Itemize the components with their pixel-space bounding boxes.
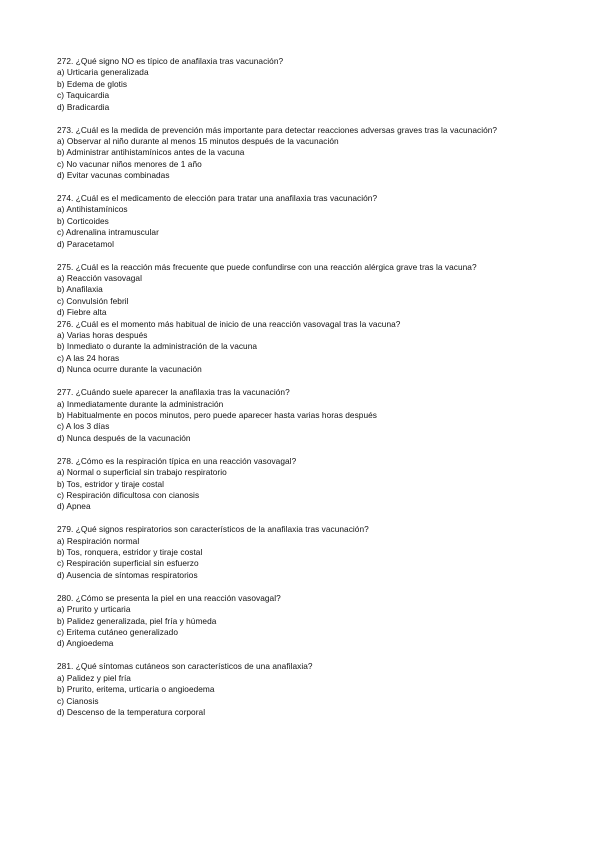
answer-option: d) Apnea	[57, 501, 91, 512]
answer-option: d) Paracetamol	[57, 238, 114, 249]
question-280	[57, 593, 547, 650]
answer-option: d) Evitar vacunas combinadas	[57, 170, 170, 181]
question-276	[57, 319, 547, 376]
answer-option: c) Eritema cutáneo generalizado	[57, 626, 178, 637]
answer-option: c) Respiración superficial sin esfuerzo	[57, 558, 199, 569]
question-text: 275. ¿Cuál es la reacción más frecuente que puede confundirse con una reacción alérgica grave tras la vacuna?	[57, 261, 477, 272]
answer-option: a) Respiración normal	[57, 535, 140, 546]
question-text: 277. ¿Cuándo suele aparecer la anafilaxia tras la vacunación?	[57, 387, 290, 398]
answer-option: b) Corticoides	[57, 215, 109, 226]
answer-option: a) Palidez y piel fría	[57, 672, 131, 683]
answer-option: a) Observar al niño durante al menos 15 minutos después de la vacunación	[57, 135, 339, 146]
question-text: 279. ¿Qué signos respiratorios son característicos de la anafilaxia tras vacunación?	[57, 524, 369, 535]
answer-option: c) Respiración dificultosa con cianosis	[57, 489, 200, 500]
answer-option: d) Fiebre alta	[57, 307, 107, 318]
answer-option: c) Cianosis	[57, 695, 99, 706]
answer-option: b) Inmediato o durante la administración de la vacuna	[57, 341, 258, 352]
answer-option: d) Descenso de la temperatura corporal	[57, 706, 206, 717]
answer-option: b) Palidez generalizada, piel fría y húmeda	[57, 615, 217, 626]
question-273	[57, 125, 547, 182]
question-274	[57, 193, 547, 250]
answer-option: b) Habitualmente en pocos minutos, pero puede aparecer hasta varias horas después	[57, 409, 377, 420]
question-text: 281. ¿Qué síntomas cutáneos son característicos de una anafilaxia?	[57, 661, 313, 672]
document-page	[57, 56, 547, 730]
question-275	[57, 262, 547, 319]
answer-option: d) Ausencia de síntomas respiratorios	[57, 569, 198, 580]
question-text: 273. ¿Cuál es la medida de prevención más importante para detectar reacciones adversas graves tras la vacunación?	[57, 124, 498, 135]
answer-option: a) Urticaria generalizada	[57, 67, 149, 78]
answer-option: b) Anafilaxia	[57, 284, 103, 295]
question-277	[57, 387, 547, 444]
answer-option: b) Edema de glotis	[57, 78, 128, 89]
question-text: 274. ¿Cuál es el medicamento de elección para tratar una anafilaxia tras vacunación?	[57, 193, 378, 204]
answer-option: a) Antihistamínicos	[57, 204, 128, 215]
answer-option: d) Bradicardia	[57, 101, 110, 112]
answer-option: b) Prurito, eritema, urticaria o angioedema	[57, 684, 215, 695]
answer-option: a) Varias horas después	[57, 330, 148, 341]
question-279	[57, 524, 547, 581]
question-text: 280. ¿Cómo se presenta la piel en una reacción vasovagal?	[57, 592, 281, 603]
answer-option: c) No vacunar niños menores de 1 año	[57, 158, 202, 169]
answer-option: a) Normal o superficial sin trabajo respiratorio	[57, 467, 227, 478]
question-278	[57, 456, 547, 513]
question-text: 278. ¿Cómo es la respiración típica en una reacción vasovagal?	[57, 455, 297, 466]
answer-option: c) A los 3 días	[57, 421, 110, 432]
answer-option: d) Nunca después de la vacunación	[57, 432, 191, 443]
answer-option: c) A las 24 horas	[57, 352, 120, 363]
answer-option: b) Administrar antihistamínicos antes de la vacuna	[57, 147, 245, 158]
answer-option: a) Inmediatamente durante la administración	[57, 398, 224, 409]
answer-option: c) Adrenalina intramuscular	[57, 227, 159, 238]
answer-option: d) Angioedema	[57, 638, 114, 649]
question-text: 272. ¿Qué signo NO es típico de anafilaxia tras vacunación?	[57, 56, 284, 66]
answer-option: a) Reacción vasovagal	[57, 273, 142, 283]
answer-option: d) Nunca ocurre durante la vacunación	[57, 364, 202, 375]
question-272	[57, 56, 547, 113]
answer-option: c) Taquicardia	[57, 90, 110, 101]
question-text: 276. ¿Cuál es el momento más habitual de inicio de una reacción vasovagal tras la vacuna?	[57, 318, 401, 329]
answer-option: b) Tos, estridor y tiraje costal	[57, 478, 165, 489]
answer-option: a) Prurito y urticaria	[57, 604, 131, 615]
answer-option: c) Convulsión febril	[57, 295, 129, 306]
answer-option: b) Tos, ronquera, estridor y tiraje costal	[57, 547, 203, 558]
question-281	[57, 661, 547, 718]
